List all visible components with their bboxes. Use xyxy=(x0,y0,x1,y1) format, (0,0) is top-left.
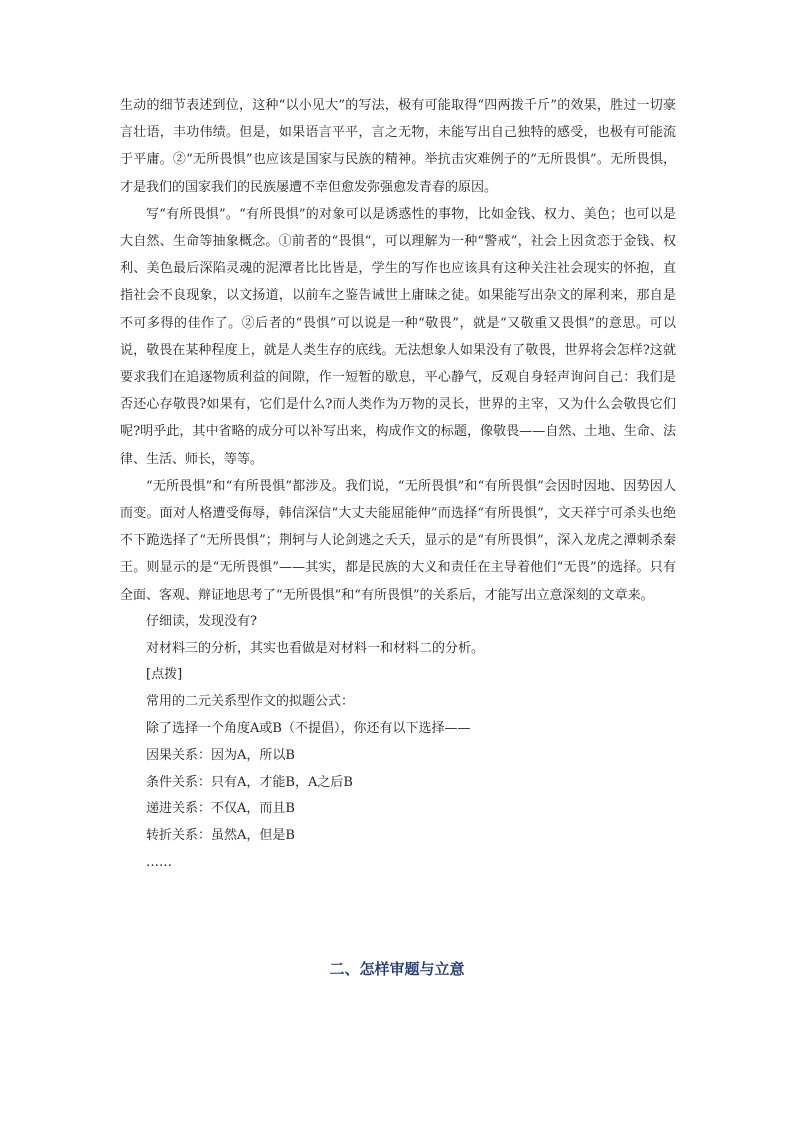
body-line-analysis-note: 对材料三的分析，其实也看做是对材料一和材料二的分析。 xyxy=(146,640,485,656)
section-heading: 二、怎样审题与立意 xyxy=(329,960,465,978)
body-paragraph-1: 生动的细节表述到位，这种“以小见大”的写法，极有可能取得“四两拨千斤”的效果，胜过一切豪言壮语，丰功伟绩。但是，如果语言平平，言之无物，未能写出自己独特的感受，也极有可能流于平庸。②“无所畏惧”也应该是国家与民族的精神。举抗击灾难例子的“无所畏惧”。无所畏惧，才是我们的国家我们的民族屡遭不幸但愈发弥强愈发青春的原因。 xyxy=(120,98,676,195)
tip-label: [点拨] xyxy=(146,667,183,683)
body-paragraph-2: 写“有所畏惧”。“有所畏惧”的对象可以是诱惑性的事物，比如金钱、权力、美色；也可以是大自然、生命等抽象概念。①前者的“畏惧”，可以理解为一种“警戒”，社会上因贪恋于金钱、权利、美色最后深陷灵魂的泥潭者比比皆是，学生的写作也应该具有这种关注社会现实的怀抱，直指社会不良现象，以文扬道，以前车之鉴告诫世上庸昧之徒。如果能写出杂文的犀利来，那自是不可多得的佳作了。②后者的“畏惧”可以说是一种“敬畏”，就是“又敬重又畏惧”的意思。可以说，敬畏在某种程度上，就是人类生存的底线。无法想象人如果没有了敬畏，世界将会怎样?这就要求我们在追逐物质利益的间隙，作一短暂的歇息，平心静气，反观自身轻声询问自己：我们是否还心存敬畏?如果有，它们是什么?而人类作为万物的灵长，世界的主宰，又为什么会敬畏它们呢?明乎此，其中省略的成分可以补写出来，构成作文的标题，像敬畏——自然、土地、生命、法律、生活、师长，等等。 xyxy=(120,206,676,467)
ellipsis: …… xyxy=(146,855,172,871)
formula-adversative: 转折关系：虽然A，但是B xyxy=(146,828,295,844)
formula-progressive: 递进关系：不仅A，而且B xyxy=(146,801,295,817)
body-line-read-carefully: 仔细读，发现没有? xyxy=(146,613,257,629)
document-body xyxy=(120,92,676,877)
formula-conditional: 条件关系：只有A，才能B，A之后B xyxy=(146,774,353,790)
formula-causal: 因果关系：因为A，所以B xyxy=(146,747,295,763)
body-paragraph-3: “无所畏惧”和“有所畏惧”都涉及。我们说，“无所畏惧”和“有所畏惧”会因时因地、因势因人而变。面对人格遭受侮辱，韩信深信“大丈夫能屈能伸”而选择“有所畏惧”，文天祥宁可杀头也绝不下跪选择了“无所畏惧”；荆轲与人论剑逃之夭夭，显示的是“有所畏惧”，深入龙虎之潭刺杀秦王。则显示的是“无所畏惧”——其实，都是民族的大义和责任在主导着他们“无畏”的选择。只有全面、客观、辩证地思考了“无所畏惧”和“有所畏惧”的关系后，才能写出立意深刻的文章来。 xyxy=(120,478,676,603)
formula-choice: 除了选择一个角度A或B（不提倡），你还有以下选择—— xyxy=(146,721,471,737)
formula-intro: 常用的二元关系型作文的拟题公式： xyxy=(146,694,355,710)
